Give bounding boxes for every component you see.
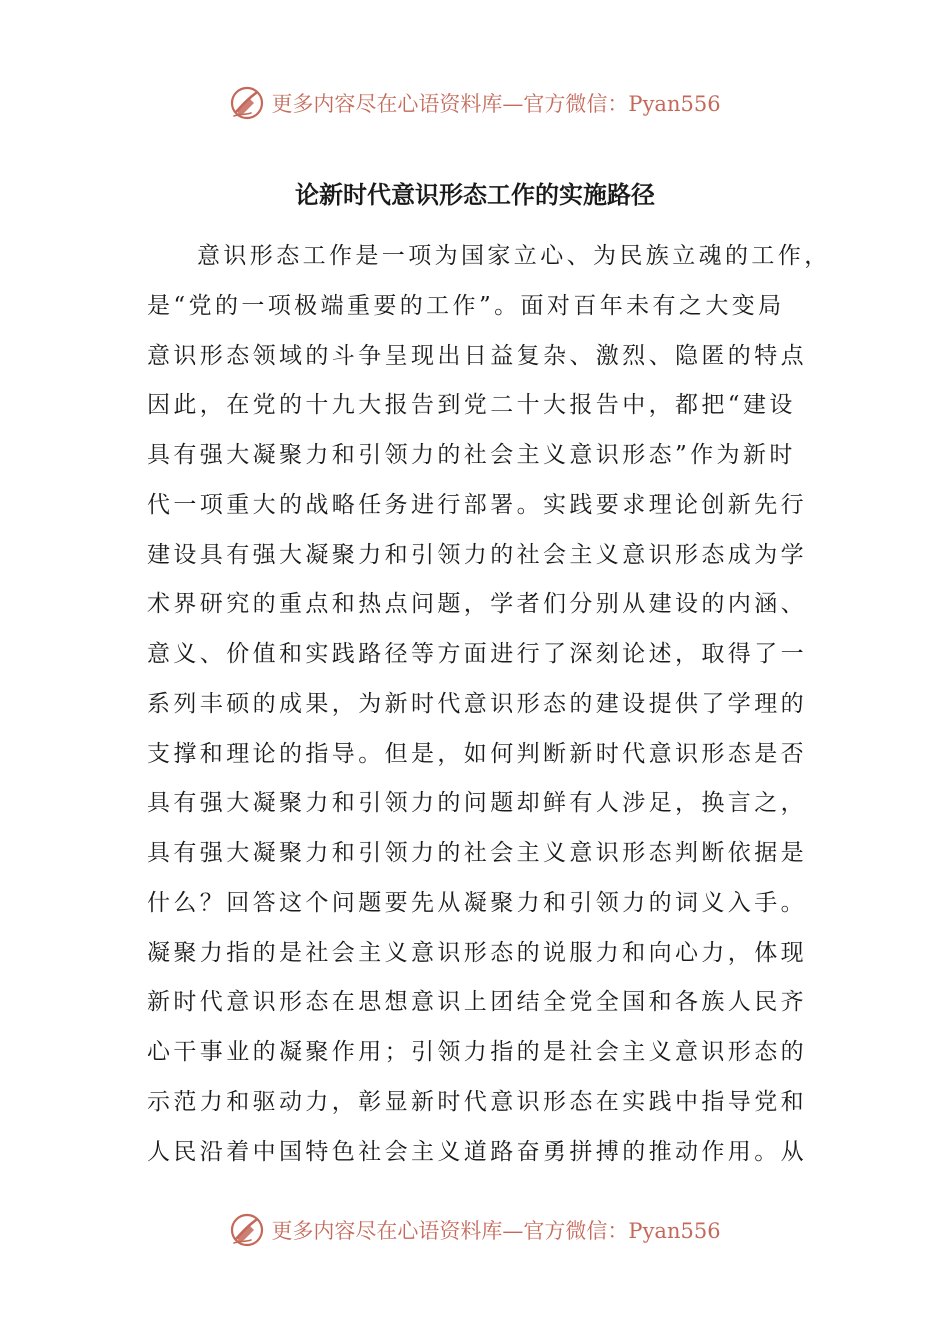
body-line: 术界研究的重点和热点问题，学者们分别从建设的内涵、 <box>147 591 807 618</box>
body-line: 凝聚力指的是社会主义意识形态的说服力和向心力，体现 <box>147 939 807 966</box>
pen-logo-icon <box>229 1212 265 1248</box>
body-line: 具有强大凝聚力和引领力的社会主义意识形态判断依据是 <box>147 840 807 866</box>
body-text <box>147 232 831 1177</box>
body-line: 因此，在党的十九大报告到党二十大报告中，都把“建设 <box>147 392 796 419</box>
pen-logo-icon <box>229 85 265 121</box>
body-line: 意识形态领域的斗争呈现出日益复杂、激烈、隐匿的特点 <box>147 342 807 369</box>
body-line: 是“党的一项极端重要的工作”。面对百年未有之大变局 <box>147 292 785 319</box>
body-line: 心干事业的凝聚作用；引领力指的是社会主义意识形态的 <box>147 1039 807 1065</box>
document-title: 论新时代意识形态工作的实施路径 <box>295 181 655 209</box>
footer-banner <box>0 1210 950 1250</box>
body-line: 代一项重大的战略任务进行部署。实践要求理论创新先行 <box>147 491 807 518</box>
body-line: 支撑和理论的指导。但是，如何判断新时代意识形态是否 <box>147 740 807 767</box>
body-line: 人民沿着中国特色社会主义道路奋勇拼搏的推动作用。从 <box>147 1138 807 1165</box>
body-line: 新时代意识形态在思想意识上团结全党全国和各族人民齐 <box>147 989 807 1016</box>
body-line: 建设具有强大凝聚力和引领力的社会主义意识形态成为学 <box>147 541 807 568</box>
header-banner <box>0 83 950 123</box>
footer-banner-text: 更多内容尽在心语资料库—官方微信：Pyan556 <box>271 1219 721 1243</box>
body-line: 具有强大凝聚力和引领力的社会主义意识形态”作为新时 <box>147 442 796 468</box>
body-line: 意义、价值和实践路径等方面进行了深刻论述，取得了一 <box>147 641 807 667</box>
body-line: 具有强大凝聚力和引领力的问题却鲜有人涉足，换言之， <box>147 790 807 817</box>
body-line: 示范力和驱动力，彰显新时代意识形态在实践中指导党和 <box>147 1088 807 1115</box>
body-line: 意识形态工作是一项为国家立心、为民族立魂的工作， <box>197 243 831 269</box>
body-line: 什么？回答这个问题要先从凝聚力和引领力的词义入手。 <box>147 889 807 916</box>
header-banner-text: 更多内容尽在心语资料库—官方微信：Pyan556 <box>271 92 721 116</box>
body-line: 系列丰硕的成果，为新时代意识形态的建设提供了学理的 <box>147 690 807 717</box>
